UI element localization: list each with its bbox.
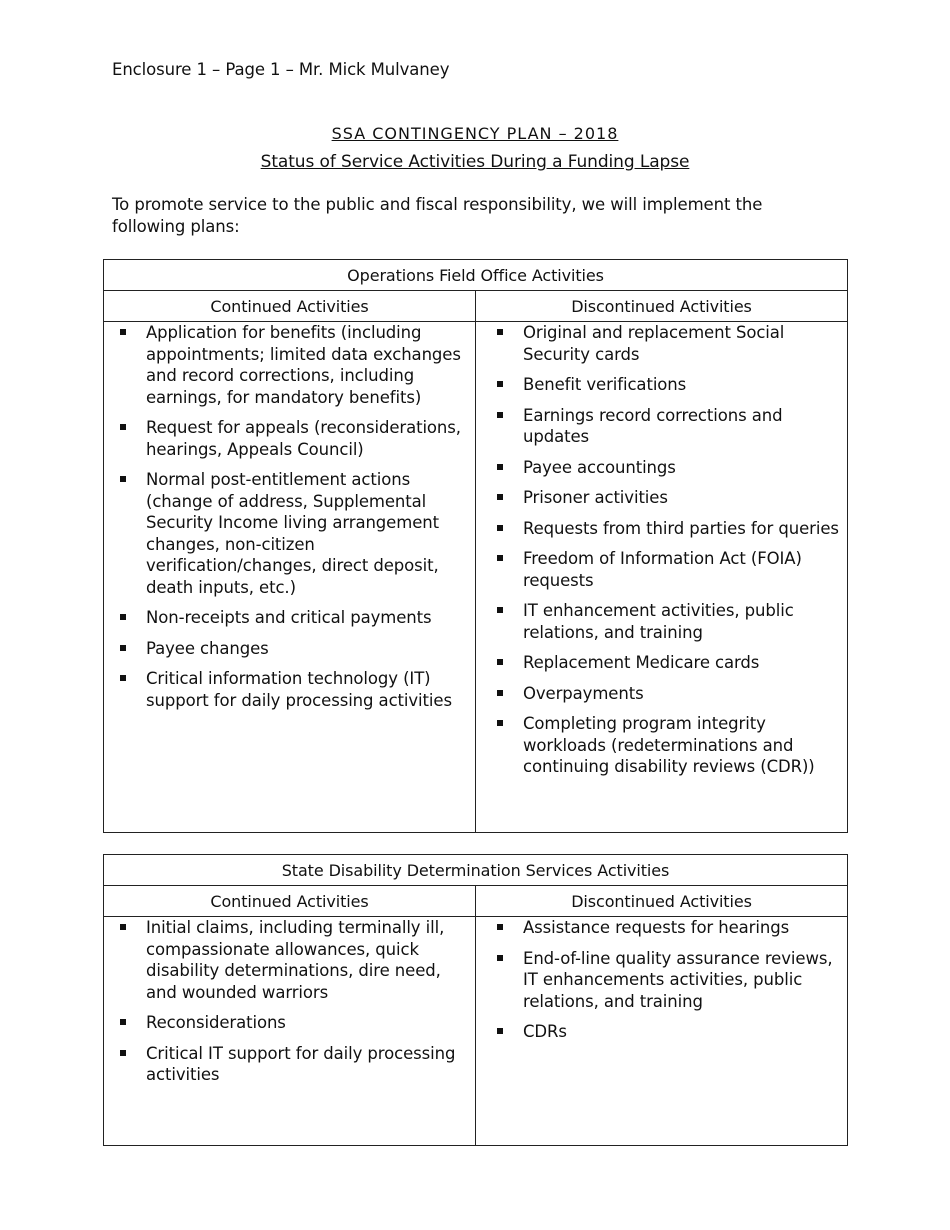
square-bullet-icon [120,1019,126,1025]
list-item [476,917,847,939]
list-item [476,683,847,705]
list-item-text: Benefit verifications [523,375,687,394]
field-office-table [103,259,848,833]
dds-discontinued-list [476,917,847,1043]
list-item [104,417,475,460]
field-office-continued-heading: Continued Activities [104,291,476,322]
list-item [476,600,847,643]
field-office-discontinued-heading: Discontinued Activities [476,291,848,322]
square-bullet-icon [497,555,503,561]
square-bullet-icon [497,607,503,613]
square-bullet-icon [120,424,126,430]
list-item-text: Request for appeals (reconsiderations, hearings, Appeals Council) [146,418,461,459]
square-bullet-icon [120,645,126,651]
list-item [104,1012,475,1034]
list-item-text: Reconsiderations [146,1013,286,1032]
list-item-text: Requests from third parties for queries [523,518,839,538]
dds-discontinued-cell [476,917,848,1146]
list-item-text: Non-receipts and critical payments [146,608,432,627]
list-item [104,322,475,408]
list-item-text: Freedom of Information Act (FOIA) requests [523,549,802,590]
list-item-text: Replacement Medicare cards [523,653,760,672]
list-item-text: Payee changes [146,638,269,658]
dds-table [103,854,848,1146]
list-item-text: Normal post-entitlement actions (change of address, Supplemental Security Income living arrangement changes, non-citizen verification/changes, direct deposit, death inputs, etc.) [146,470,439,597]
list-item-text: End-of-line quality assurance reviews, IT enhancements activities, public relations, and training [523,948,833,1011]
square-bullet-icon [120,675,126,681]
square-bullet-icon [497,924,503,930]
list-item-text: CDRs [523,1022,567,1041]
list-item [476,374,847,396]
dds-heading: State Disability Determination Services Activities [104,855,848,886]
square-bullet-icon [497,690,503,696]
dds-continued-list [104,917,475,1086]
square-bullet-icon [497,1028,503,1034]
field-office-continued-list [104,322,475,711]
dds-continued-heading: Continued Activities [104,886,476,917]
list-item-text: Assistance requests for hearings [523,918,790,937]
square-bullet-icon [497,494,503,500]
list-item-text: Initial claims, including terminally ill, compassionate allowances, quick disability determinations, dire need, and wounded warriors [146,918,445,1002]
list-item [476,1021,847,1043]
square-bullet-icon [120,476,126,482]
square-bullet-icon [497,381,503,387]
field-office-discontinued-cell [476,322,848,833]
document-title [0,124,950,143]
list-item [476,948,847,1013]
enclosure-line: Enclosure 1 – Page 1 – Mr. Mick Mulvaney [112,60,450,79]
square-bullet-icon [120,329,126,335]
list-item-text: Completing program integrity workloads (redeterminations and continuing disability reviews (CDR)) [523,714,815,776]
square-bullet-icon [497,525,503,531]
square-bullet-icon [120,1050,126,1056]
list-item-text: Application for benefits (including appointments; limited data exchanges and record corrections, including earnings, for mandatory benefits) [146,323,461,407]
square-bullet-icon [497,464,503,470]
square-bullet-icon [497,955,503,961]
list-item-text: Critical IT support for daily processing activities [146,1043,456,1084]
list-item [104,469,475,598]
dds-discontinued-heading: Discontinued Activities [476,886,848,917]
list-item-text: Original and replacement Social Security cards [523,323,785,364]
list-item-text: IT enhancement activities, public relations, and training [523,601,794,642]
list-item-text: Critical information technology (IT) support for daily processing activities [146,669,452,710]
square-bullet-icon [120,924,126,930]
list-item [104,917,475,1003]
list-item [476,652,847,674]
document-subtitle [0,152,950,172]
list-item [104,1043,475,1086]
field-office-heading: Operations Field Office Activities [104,260,848,291]
list-item [476,457,847,479]
intro-paragraph: To promote service to the public and fiscal responsibility, we will implement the following plans: [112,195,763,236]
square-bullet-icon [497,329,503,335]
list-item [476,405,847,448]
square-bullet-icon [497,659,503,665]
list-item [476,322,847,365]
list-item [476,518,847,540]
square-bullet-icon [497,720,503,726]
list-item [476,487,847,509]
list-item [104,638,475,660]
list-item-text: Overpayments [523,683,644,703]
square-bullet-icon [120,614,126,620]
list-item [104,607,475,629]
list-item-text: Payee accountings [523,457,676,477]
list-item [476,548,847,591]
list-item [476,713,847,778]
list-item-text: Prisoner activities [523,488,668,507]
dds-continued-cell [104,917,476,1146]
square-bullet-icon [497,412,503,418]
field-office-continued-cell [104,322,476,833]
document-title-text: SSA CONTINGENCY PLAN – 2018 [331,124,619,143]
field-office-discontinued-list [476,322,847,778]
list-item [104,668,475,711]
document-subtitle-text: Status of Service Activities During a Funding Lapse [260,152,690,172]
list-item-text: Earnings record corrections and updates [523,405,783,446]
